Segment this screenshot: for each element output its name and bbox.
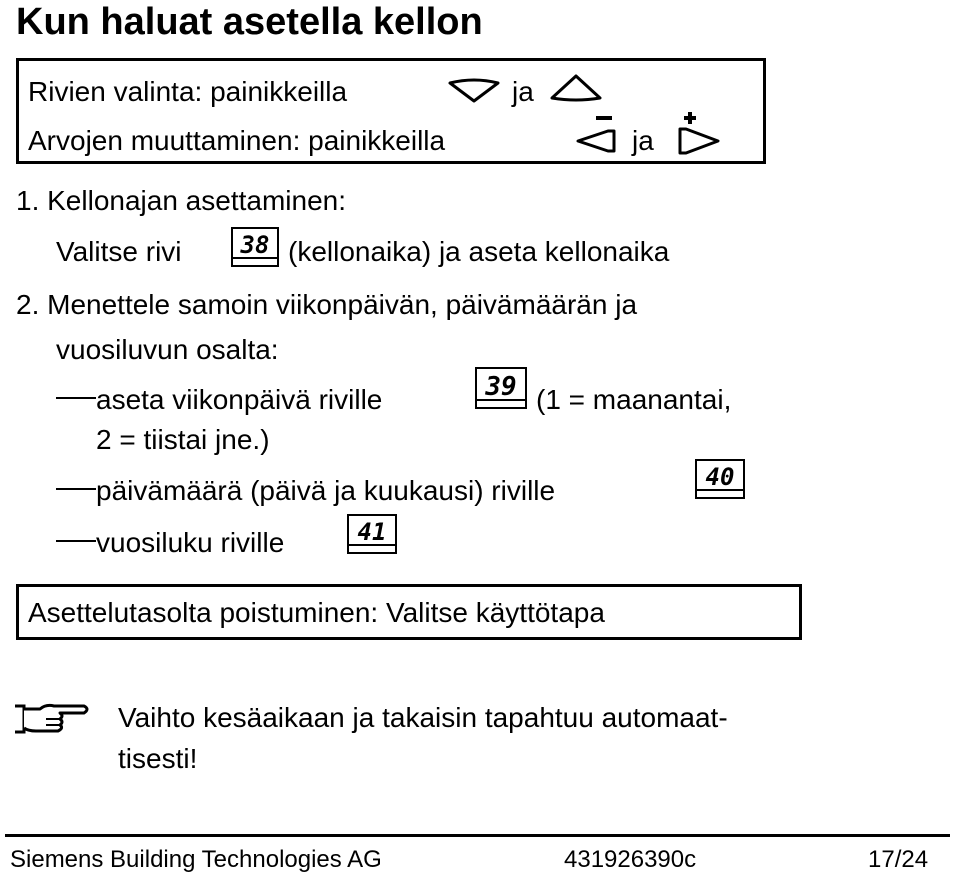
pointing-hand-icon	[12, 700, 92, 740]
lcd-row-year-icon	[346, 513, 398, 555]
up-button-icon	[548, 72, 604, 104]
lcd-row-time-icon	[230, 226, 280, 268]
exit-text: Asettelutasolta poistuminen: Valitse käyttötapa	[28, 597, 605, 628]
row-selection-ja: ja	[512, 76, 534, 107]
note-line1: Vaihto kesäaikaan ja takaisin tapahtuu automaat-	[118, 702, 728, 733]
bullet1-text-a: aseta viikonpäivä riville	[96, 384, 383, 415]
step2-line1: 2. Menettele samoin viikonpäivän, päivämäärän ja	[16, 289, 638, 320]
svg-text:39: 39	[485, 372, 517, 402]
step1-heading: 1. Kellonajan asettaminen:	[16, 185, 346, 216]
footer-doc-number: 431926390c	[564, 846, 697, 873]
note-line2: tisesti!	[118, 743, 198, 774]
bullet-dash	[56, 488, 96, 490]
plus-button-icon	[674, 109, 724, 155]
footer-company: Siemens Building Technologies AG	[10, 846, 382, 873]
footer-divider	[5, 834, 950, 837]
svg-text:38: 38	[240, 231, 270, 259]
page-title: Kun haluat asetella kellon	[16, 1, 483, 43]
minus-button-icon	[574, 113, 620, 155]
step2-line2: vuosiluvun osalta:	[56, 334, 279, 365]
value-change-text: Arvojen muuttaminen: painikkeilla	[28, 125, 446, 156]
down-button-icon	[447, 76, 501, 104]
step1-text-a: Valitse rivi	[56, 236, 182, 267]
lcd-row-date-icon	[694, 458, 746, 500]
bullet2-text-a: päivämäärä (päivä ja kuukausi) riville	[96, 475, 556, 506]
lcd-row-weekday-icon	[474, 366, 528, 410]
row-selection-text: Rivien valinta: painikkeilla	[28, 76, 348, 107]
bullet-dash	[56, 540, 96, 542]
footer-page-number: 17/24	[868, 846, 929, 873]
svg-text:41: 41	[357, 518, 387, 546]
bullet1-text-c: 2 = tiistai jne.)	[96, 424, 270, 455]
bullet-dash	[56, 397, 96, 399]
bullet3-text-a: vuosiluku riville	[96, 527, 285, 558]
step1-text-b: (kellonaika) ja aseta kellonaika	[288, 236, 670, 267]
svg-text:40: 40	[705, 463, 735, 491]
value-change-ja: ja	[632, 125, 654, 156]
bullet1-text-b: (1 = maanantai,	[536, 384, 732, 415]
